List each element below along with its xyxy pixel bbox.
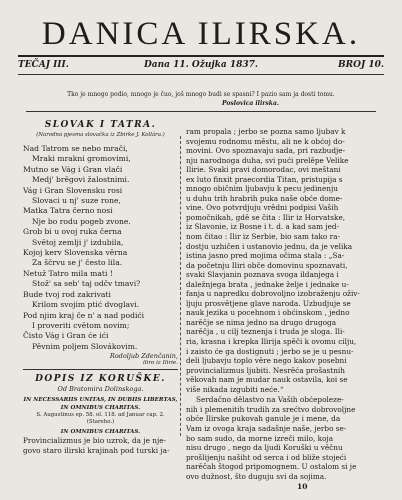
section-rule: [23, 369, 178, 370]
text-line: provincializmus ljubiti. Nesrěća prošastnih: [186, 365, 345, 375]
motto-repeat: IN OMNIBUS CHARITAS.: [60, 429, 141, 436]
text-line: ex luto finxit praecordia Titan, pristupija s: [186, 174, 343, 184]
poem-line: I proveriti cvětom novim;: [32, 320, 130, 330]
issue-number: BROJ 10.: [338, 60, 384, 70]
poem-line: Matka Tatra černo nosi: [23, 206, 113, 216]
left-column: [23, 120, 178, 455]
text-line: svojemu rodnomu městu, ali ne k obćoj do-: [186, 136, 345, 146]
text-line: svaki Slavjanin poznava svoga ildanjega i: [186, 270, 339, 280]
masthead-rule-top: [18, 55, 384, 57]
motto-source: S. Augustinus ep. 58. ol. 118. ad Januar cap. 2. (Stareho.): [36, 412, 165, 426]
text-line: u duhu trih hrabrih puka naše obće dome-: [186, 193, 343, 203]
text-line: nih i plemenitih trudih za srećtvo dobrovoljne: [186, 404, 356, 414]
epigraph: [0, 91, 402, 107]
poem-title: SLOVAK I TATRA.: [44, 120, 157, 130]
poem-line: Slovaci u nj' suze rone,: [32, 196, 121, 206]
article-author: Od Bratomira Dolinskoga.: [57, 385, 144, 394]
motto-line: IN NECESSARIIS UNITAS, IN DUBIIS LIBERTAS,: [23, 397, 178, 404]
text-line: obće Ilirske pukovah ganule je i mene, da: [186, 414, 341, 424]
text-line: i zaisto će ga dostignuti ; jerbo se je u pesnu-: [186, 346, 354, 356]
poem-line: Nje bo rodu pogeb zvone.: [32, 216, 131, 226]
text-line: dostju uzhičen i ustanovio jednu, da je velika: [186, 241, 353, 251]
text-line: nju narodnoga duha, svi pući prelěpe Velike: [186, 155, 349, 165]
poem-line: Stož' sa seb' taj odčv tmavi?: [32, 279, 141, 289]
poem-line: Netuž Tatro mila mati !: [23, 268, 113, 278]
text-line: mnogo običnim ljubavju k pecu jedinenju: [186, 184, 338, 194]
text-line: Ilirie. Svaki pravi domorodac, ovi meštani: [186, 165, 341, 175]
article-title: DOPIS IZ KORUŠKE.: [35, 374, 166, 385]
article-paragraph-2: [186, 395, 384, 481]
column-divider: [180, 136, 181, 436]
epigraph-text: Tko je mnogo podio, mnogo je čuo, još mnogo budi se spasni? I pazio sam ja dosti tomu.: [67, 91, 335, 98]
poem-line: Pod njim kraj če n' a nad podići: [23, 310, 145, 320]
text-line: više nikada izgubiti neće.“: [186, 384, 284, 394]
text-line: movini. Ovo spoznavaju sada, pri razbudje-: [186, 146, 346, 156]
text-line: bo sam sudo, da morne izreči milo, koja: [186, 433, 334, 443]
text-line: ovo dužnost, što duguju svi da sojima.: [186, 471, 327, 481]
text-line: iz Slavonie, iz Bosne i t. d. a kad sam jed-: [186, 222, 340, 232]
text-line: narěčah štogod pripomognem. U ostalom si je: [186, 462, 357, 472]
masthead-title: DANICA ILIRSKA.: [41, 16, 361, 52]
text-line: věkovah nam je mudar nauk ostavila, koi se: [186, 375, 348, 385]
text-line: narěčja , u cilj teznenja i truda je sloga. Ili-: [186, 327, 345, 337]
poem-line: Pěvnim poljem Slovákovim.: [32, 341, 138, 351]
issue-rule-bottom: [18, 74, 384, 75]
text-line: ram propala ; jerbo se pozna samo ljubav k: [186, 127, 346, 136]
poem-line: Světoj zemlji j' izdubila,: [32, 237, 124, 247]
poem-line: Vág i Gran Slovensku rosi: [23, 185, 123, 195]
poem-line: Bude tvoj rod zakrivati: [23, 289, 111, 299]
text-line: nisu drugo , nego da ljudi Koruški u věčnu: [186, 443, 343, 453]
text-line: daležnjega brata , jednake želje i jednake u-: [186, 279, 349, 289]
text-line: Provincializmus je bio uzrok, da je nje-: [23, 436, 167, 446]
text-line: Vam iz ovoga kraja sadašnje naše, jerbo se-: [186, 423, 347, 433]
epigraph-attribution: Poslovica ilirska.: [222, 100, 279, 107]
poem: [23, 144, 178, 352]
article-paragraph-continued: [186, 127, 384, 394]
text-line: narěčje se nima jedno na drugo drugoga: [186, 317, 337, 327]
text-line: prošlijenju našiht od serca i od bliže stojeći: [186, 452, 347, 462]
right-column: [186, 127, 384, 481]
text-line: da početnju Iliri obče domovinu spoznavati,: [186, 260, 348, 270]
poem-line: Grob bi u ovoj ruka černa: [23, 227, 122, 237]
poem-line: Kojoj kerv Slovenska věrna: [23, 248, 128, 258]
text-line: deli ljubavju toplo věre nego kakov posebni: [186, 356, 347, 366]
text-line: istina jasno pred mojima očima stala : „Sa-: [186, 251, 345, 261]
poem-subtitle: (Narodna pjesma slovačka iz Zbirke J. Kollára.): [36, 132, 165, 138]
issue-volume: TEČAJ III.: [18, 60, 69, 70]
epigraph-rule: [26, 111, 376, 112]
text-line: nauk jezika u pocehnom i obćinskom , jedno: [186, 308, 350, 318]
poem-signature-origin: iliro iz Ilirie.: [142, 360, 178, 367]
text-line: pomočnikah, gdě se čita : Ilir iz Horvatske,: [186, 212, 346, 222]
poem-line: Krilom svojim ptić dvoglavi.: [32, 300, 140, 310]
poem-signature: Rodoljub Zdenčanin,: [109, 352, 178, 361]
motto-line: IN OMNIBUS CHARITAS.: [60, 404, 141, 411]
text-line: ljuju prosvětjene glave naroda. Uzbudjuje se: [186, 298, 351, 308]
page-number: 10: [297, 482, 308, 491]
text-line: nom čitao : Ilir iz Serbie, bio sam tako ra-: [186, 232, 340, 242]
text-line: govo staro ilirski krajinah pod turski ja-: [23, 445, 170, 455]
poem-line: Za ščrvu se j' često lila.: [32, 258, 123, 268]
poem-line: Medj' brěgovi žalostnimi.: [32, 175, 130, 185]
poem-line: Mraki mrakni gromovimi,: [32, 154, 131, 164]
article-paragraph: [23, 436, 178, 455]
poem-line: Čisto Vág i Gran će ići: [23, 331, 109, 341]
text-line: vine. Ovo potvrdjuju vrědni podpisi Vaših: [186, 203, 339, 213]
text-line: Serdačno dělastvo na Vaših obćepoleze-: [196, 395, 344, 405]
poem-line: Nad Tatrom se nebo mrači,: [23, 144, 128, 153]
text-line: ria, krasna i krepka Ilirija spěči k ovomu cilju,: [186, 337, 357, 347]
poem-line: Mutno se Vág i Gran vlači: [23, 164, 123, 174]
issue-date: Dana 11. Ožujka 1837.: [143, 60, 259, 70]
text-line: fanja u napredku dobrovoljno izobraženju oživ-: [186, 289, 360, 299]
